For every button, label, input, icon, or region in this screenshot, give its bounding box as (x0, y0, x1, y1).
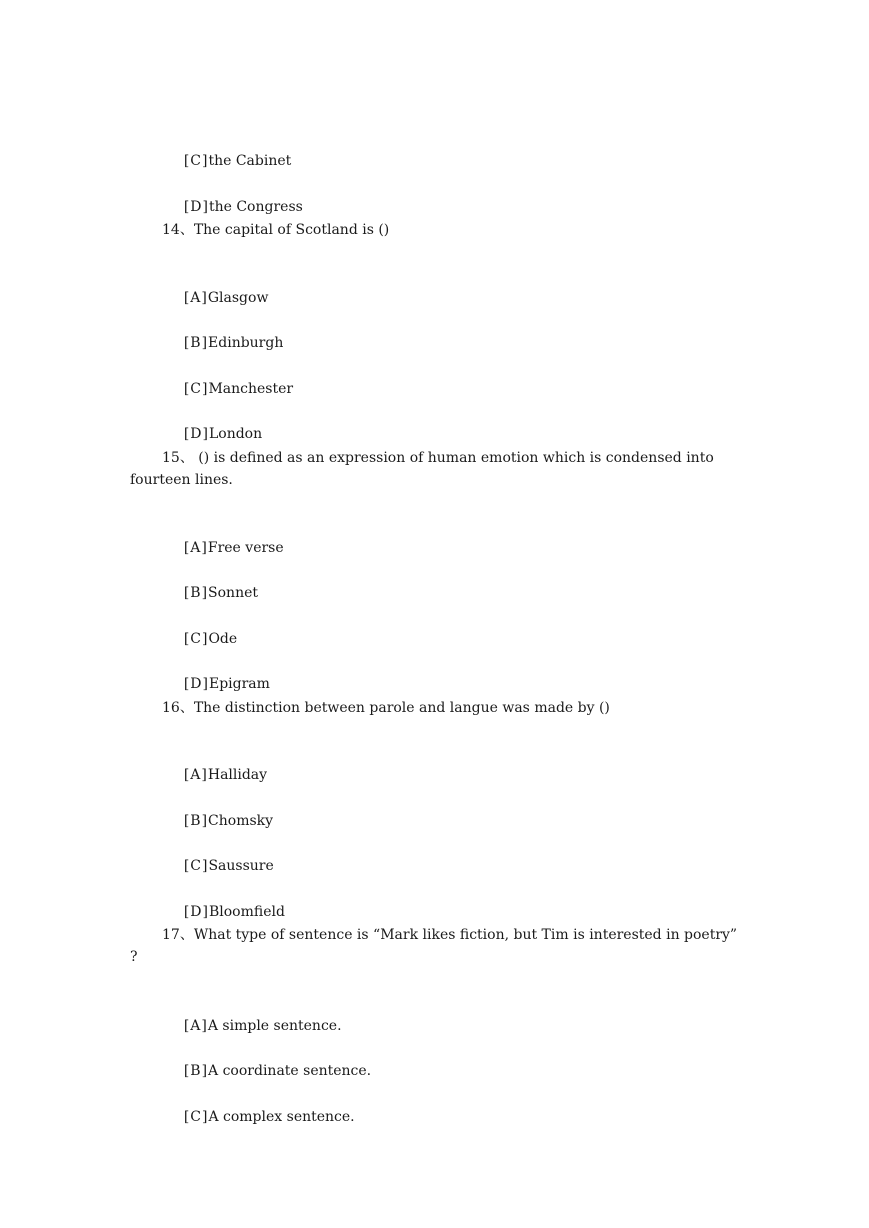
option-text: Halliday (207, 767, 268, 783)
option-letter: [C] (183, 381, 209, 397)
option-letter: [A] (183, 1018, 208, 1034)
option-text: London (208, 426, 263, 442)
option-text: the Congress (208, 199, 303, 215)
option-text: Bloomfield (208, 904, 285, 920)
option-text: Sonnet (208, 585, 258, 601)
option-letter: [B] (183, 335, 209, 351)
question-16-stem: 16、The distinction between parole and langue was made by () (162, 700, 610, 716)
option-letter: [D] (183, 904, 209, 920)
option-text: A simple sentence. (207, 1018, 342, 1034)
option-q17-c (166, 1084, 355, 1150)
option-letter: [C] (183, 1109, 209, 1125)
option-letter: [A] (183, 290, 208, 306)
option-letter: [A] (183, 767, 208, 783)
question-15-stem: 15、 () is defined as an expression of human emotion which is condensed into fourteen lines. (130, 450, 714, 488)
question-17-stem: 17、What type of sentence is “Mark likes fiction, but Tim is interested in poetry” ? (130, 927, 738, 965)
option-letter: [C] (183, 153, 209, 169)
option-text: Chomsky (208, 813, 274, 829)
option-letter: [B] (183, 585, 209, 601)
option-letter: [D] (183, 676, 209, 692)
option-letter: [A] (183, 540, 208, 556)
option-letter: [D] (183, 426, 209, 442)
option-letter: [C] (183, 631, 209, 647)
option-text: Free verse (207, 540, 284, 556)
option-text: A coordinate sentence. (208, 1063, 372, 1079)
option-text: Glasgow (207, 290, 269, 306)
option-text: Manchester (208, 381, 294, 397)
option-letter: [C] (183, 858, 209, 874)
option-text: the Cabinet (208, 153, 292, 169)
option-letter: [B] (183, 813, 209, 829)
option-letter: [D] (183, 199, 209, 215)
question-14-stem: 14、The capital of Scotland is () (162, 222, 390, 238)
option-letter: [B] (183, 1063, 209, 1079)
option-text: Ode (208, 631, 238, 647)
option-text: Edinburgh (208, 335, 284, 351)
option-text: Saussure (208, 858, 274, 874)
option-text: Epigram (208, 676, 270, 692)
option-text: A complex sentence. (208, 1109, 355, 1125)
